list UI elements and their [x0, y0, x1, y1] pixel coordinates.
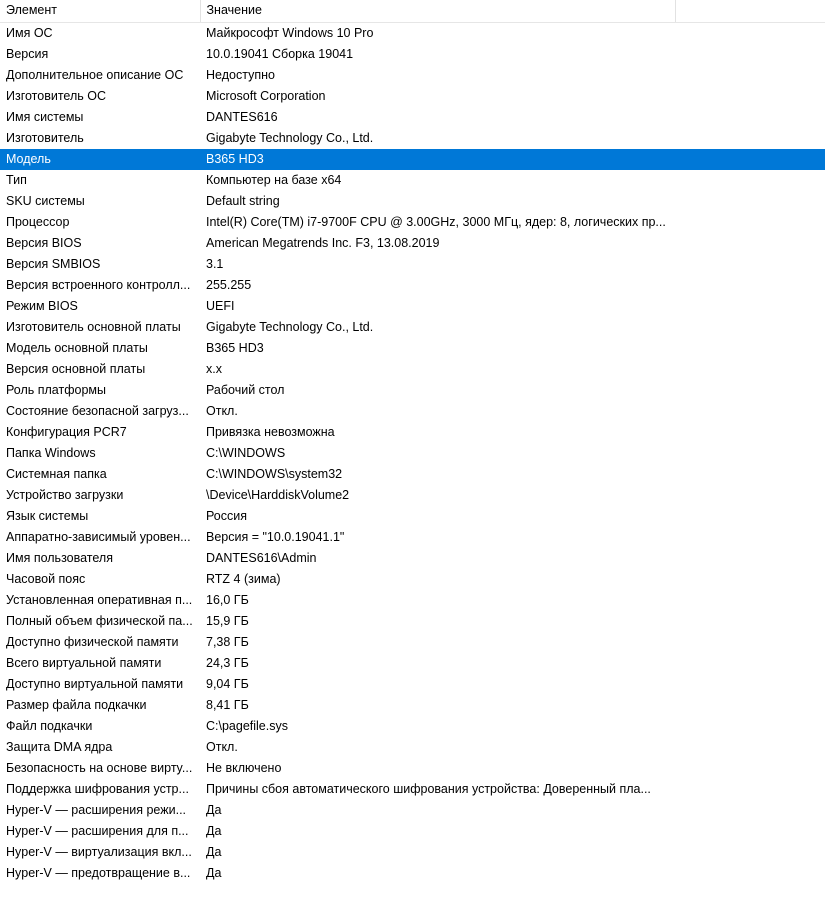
cell-item-value: 24,3 ГБ	[206, 656, 249, 670]
table-row[interactable]	[0, 548, 825, 569]
cell-item-name: Защита DMA ядра	[6, 740, 113, 754]
table-row[interactable]	[0, 527, 825, 548]
cell-item-value: Intel(R) Core(TM) i7-9700F CPU @ 3.00GHz, 3000 МГц, ядер: 8, логических пр...	[206, 215, 666, 229]
cell-item-name: Доступно физической памяти	[6, 635, 179, 649]
cell-filler	[675, 569, 825, 590]
cell-item-value: Да	[206, 824, 222, 838]
cell-filler	[675, 212, 825, 233]
cell-item-value: Недоступно	[206, 68, 275, 82]
cell-item-name: Изготовитель основной платы	[6, 320, 181, 334]
cell-item-name: Часовой пояс	[6, 572, 86, 586]
cell-item-value: Gigabyte Technology Co., Ltd.	[206, 131, 374, 145]
cell-item-name: Устройство загрузки	[6, 488, 124, 502]
cell-filler	[675, 233, 825, 254]
cell-item-value: Причины сбоя автоматического шифрования устройства: Доверенный пла...	[206, 782, 651, 796]
column-header-value[interactable]: Значение	[200, 0, 675, 22]
cell-filler	[675, 254, 825, 275]
cell-item-name: SKU системы	[6, 194, 85, 208]
table-row[interactable]	[0, 191, 825, 212]
table-row[interactable]	[0, 863, 825, 884]
cell-item-value: UEFI	[206, 299, 235, 313]
cell-filler	[675, 653, 825, 674]
table-row[interactable]	[0, 107, 825, 128]
table-row[interactable]	[0, 758, 825, 779]
cell-item-value: 7,38 ГБ	[206, 635, 249, 649]
table-row[interactable]	[0, 569, 825, 590]
cell-item-value: 15,9 ГБ	[206, 614, 249, 628]
table-row[interactable]	[0, 401, 825, 422]
table-row[interactable]	[0, 485, 825, 506]
cell-filler	[675, 23, 825, 44]
cell-item-value: Версия = "10.0.19041.1"	[206, 530, 345, 544]
cell-item-value: B365 HD3	[200, 149, 675, 170]
cell-item-value: Не включено	[206, 761, 282, 775]
table-row[interactable]	[0, 359, 825, 380]
cell-filler	[675, 338, 825, 359]
cell-item-name: Имя ОС	[6, 26, 53, 40]
cell-filler	[675, 485, 825, 506]
cell-item-name: Язык системы	[6, 509, 89, 523]
cell-item-value: 8,41 ГБ	[206, 698, 249, 712]
cell-item-name: Состояние безопасной загруз...	[6, 404, 189, 418]
cell-filler	[675, 191, 825, 212]
cell-filler	[675, 632, 825, 653]
cell-filler	[675, 674, 825, 695]
cell-filler	[675, 170, 825, 191]
cell-item-name: Модель	[0, 149, 200, 170]
cell-item-name: Hyper-V — виртуализация вкл...	[6, 845, 192, 859]
table-row[interactable]	[0, 842, 825, 863]
cell-item-name: Аппаратно-зависимый уровен...	[6, 530, 191, 544]
table-row[interactable]	[0, 821, 825, 842]
cell-filler	[675, 86, 825, 107]
table-row[interactable]	[0, 128, 825, 149]
cell-item-value: Привязка невозможна	[206, 425, 335, 439]
cell-item-value: Microsoft Corporation	[206, 89, 326, 103]
cell-item-value: Россия	[206, 509, 247, 523]
table-header-row	[0, 0, 825, 22]
table-row[interactable]	[0, 254, 825, 275]
cell-item-value: American Megatrends Inc. F3, 13.08.2019	[206, 236, 440, 250]
cell-filler	[675, 317, 825, 338]
table-row[interactable]	[0, 443, 825, 464]
cell-filler	[675, 527, 825, 548]
cell-item-name: Hyper-V — расширения режи...	[6, 803, 187, 817]
cell-filler	[675, 758, 825, 779]
cell-filler	[675, 737, 825, 758]
cell-item-value: Откл.	[206, 404, 238, 418]
cell-filler	[675, 716, 825, 737]
cell-item-name: Версия встроенного контролл...	[6, 278, 191, 292]
cell-item-value: Компьютер на базе x64	[206, 173, 342, 187]
cell-item-name: Размер файла подкачки	[6, 698, 147, 712]
cell-item-name: Версия SMBIOS	[6, 257, 101, 271]
cell-filler	[675, 65, 825, 86]
cell-filler	[675, 401, 825, 422]
cell-filler	[675, 863, 825, 884]
cell-item-value: Да	[206, 845, 222, 859]
table-row[interactable]	[0, 296, 825, 317]
table-row[interactable]	[0, 380, 825, 401]
table-row[interactable]	[0, 338, 825, 359]
table-row[interactable]	[0, 275, 825, 296]
cell-filler	[675, 44, 825, 65]
cell-item-name: Модель основной платы	[6, 341, 148, 355]
cell-item-value: Да	[206, 866, 222, 880]
table-row[interactable]	[0, 149, 825, 170]
cell-filler	[675, 128, 825, 149]
cell-item-value: 10.0.19041 Сборка 19041	[206, 47, 354, 61]
cell-item-value: Default string	[206, 194, 280, 208]
cell-item-name: Изготовитель	[6, 131, 84, 145]
cell-item-name: Дополнительное описание ОС	[6, 68, 184, 82]
cell-item-name: Тип	[6, 173, 27, 187]
cell-item-name: Установленная оперативная п...	[6, 593, 193, 607]
table-row[interactable]	[0, 695, 825, 716]
cell-item-value: 9,04 ГБ	[206, 677, 249, 691]
cell-item-name: Имя пользователя	[6, 551, 113, 565]
cell-item-value: B365 HD3	[206, 341, 264, 355]
cell-item-value: Gigabyte Technology Co., Ltd.	[206, 320, 374, 334]
table-row[interactable]	[0, 44, 825, 65]
cell-item-name: Режим BIOS	[6, 299, 78, 313]
cell-item-name: Hyper-V — предотвращение в...	[6, 866, 191, 880]
cell-item-value: Да	[206, 803, 222, 817]
table-body[interactable]	[0, 23, 825, 884]
cell-filler	[675, 611, 825, 632]
table-row[interactable]	[0, 86, 825, 107]
cell-item-name: Полный объем физической па...	[6, 614, 193, 628]
cell-item-name: Hyper-V — расширения для п...	[6, 824, 189, 838]
cell-item-name: Конфигурация PCR7	[6, 425, 127, 439]
table-row[interactable]	[0, 590, 825, 611]
cell-item-name: Доступно виртуальной памяти	[6, 677, 184, 691]
cell-filler	[675, 296, 825, 317]
table-row[interactable]	[0, 716, 825, 737]
table-row[interactable]	[0, 233, 825, 254]
table-row[interactable]	[0, 464, 825, 485]
cell-item-value: 16,0 ГБ	[206, 593, 249, 607]
table-header	[0, 0, 825, 23]
table-row[interactable]	[0, 422, 825, 443]
cell-filler	[675, 359, 825, 380]
cell-item-value: x.x	[206, 362, 222, 376]
cell-filler	[675, 422, 825, 443]
cell-item-value: Откл.	[206, 740, 238, 754]
table-row[interactable]	[0, 65, 825, 86]
cell-filler	[675, 821, 825, 842]
cell-item-value: 3.1	[206, 257, 224, 271]
table-row[interactable]	[0, 800, 825, 821]
table-row[interactable]	[0, 212, 825, 233]
cell-item-name: Поддержка шифрования устр...	[6, 782, 189, 796]
cell-filler	[675, 800, 825, 821]
cell-filler	[675, 506, 825, 527]
cell-filler	[675, 695, 825, 716]
cell-item-value: DANTES616\Admin	[206, 551, 317, 565]
cell-item-value: Майкрософт Windows 10 Pro	[206, 26, 374, 40]
cell-filler	[675, 464, 825, 485]
column-header-item[interactable]: Элемент	[0, 0, 200, 22]
cell-filler	[675, 149, 825, 170]
cell-item-name: Процессор	[6, 215, 70, 229]
cell-item-value: RTZ 4 (зима)	[206, 572, 281, 586]
cell-filler	[675, 590, 825, 611]
column-header-filler	[675, 0, 825, 22]
table-row[interactable]	[0, 674, 825, 695]
cell-item-name: Версия основной платы	[6, 362, 146, 376]
cell-item-name: Системная папка	[6, 467, 107, 481]
cell-filler	[675, 779, 825, 800]
table-row[interactable]	[0, 737, 825, 758]
cell-item-name: Имя системы	[6, 110, 84, 124]
table-row[interactable]	[0, 506, 825, 527]
cell-item-value: C:\WINDOWS	[206, 446, 286, 460]
cell-filler	[675, 275, 825, 296]
cell-item-name: Роль платформы	[6, 383, 106, 397]
cell-item-name: Версия	[6, 47, 49, 61]
cell-item-name: Версия BIOS	[6, 236, 82, 250]
table-row[interactable]	[0, 170, 825, 191]
cell-item-value: C:\WINDOWS\system32	[206, 467, 343, 481]
table-row[interactable]	[0, 653, 825, 674]
table-row[interactable]	[0, 611, 825, 632]
cell-item-name: Безопасность на основе виртy...	[6, 761, 193, 775]
cell-item-name: Папка Windows	[6, 446, 96, 460]
cell-item-value: Рабочий стол	[206, 383, 285, 397]
cell-item-value: C:\pagefile.sys	[206, 719, 288, 733]
cell-item-value: 255.255	[206, 278, 252, 292]
cell-filler	[675, 443, 825, 464]
table-row[interactable]	[0, 23, 825, 44]
cell-item-name: Файл подкачки	[6, 719, 93, 733]
cell-item-value: \Device\HarddiskVolume2	[206, 488, 350, 502]
cell-filler	[675, 107, 825, 128]
cell-filler	[675, 842, 825, 863]
cell-item-value: DANTES616	[206, 110, 278, 124]
table-row[interactable]	[0, 632, 825, 653]
table-row[interactable]	[0, 317, 825, 338]
table-row[interactable]	[0, 779, 825, 800]
cell-filler	[675, 548, 825, 569]
cell-item-name: Всего виртуальной памяти	[6, 656, 162, 670]
cell-filler	[675, 380, 825, 401]
cell-item-name: Изготовитель ОС	[6, 89, 106, 103]
